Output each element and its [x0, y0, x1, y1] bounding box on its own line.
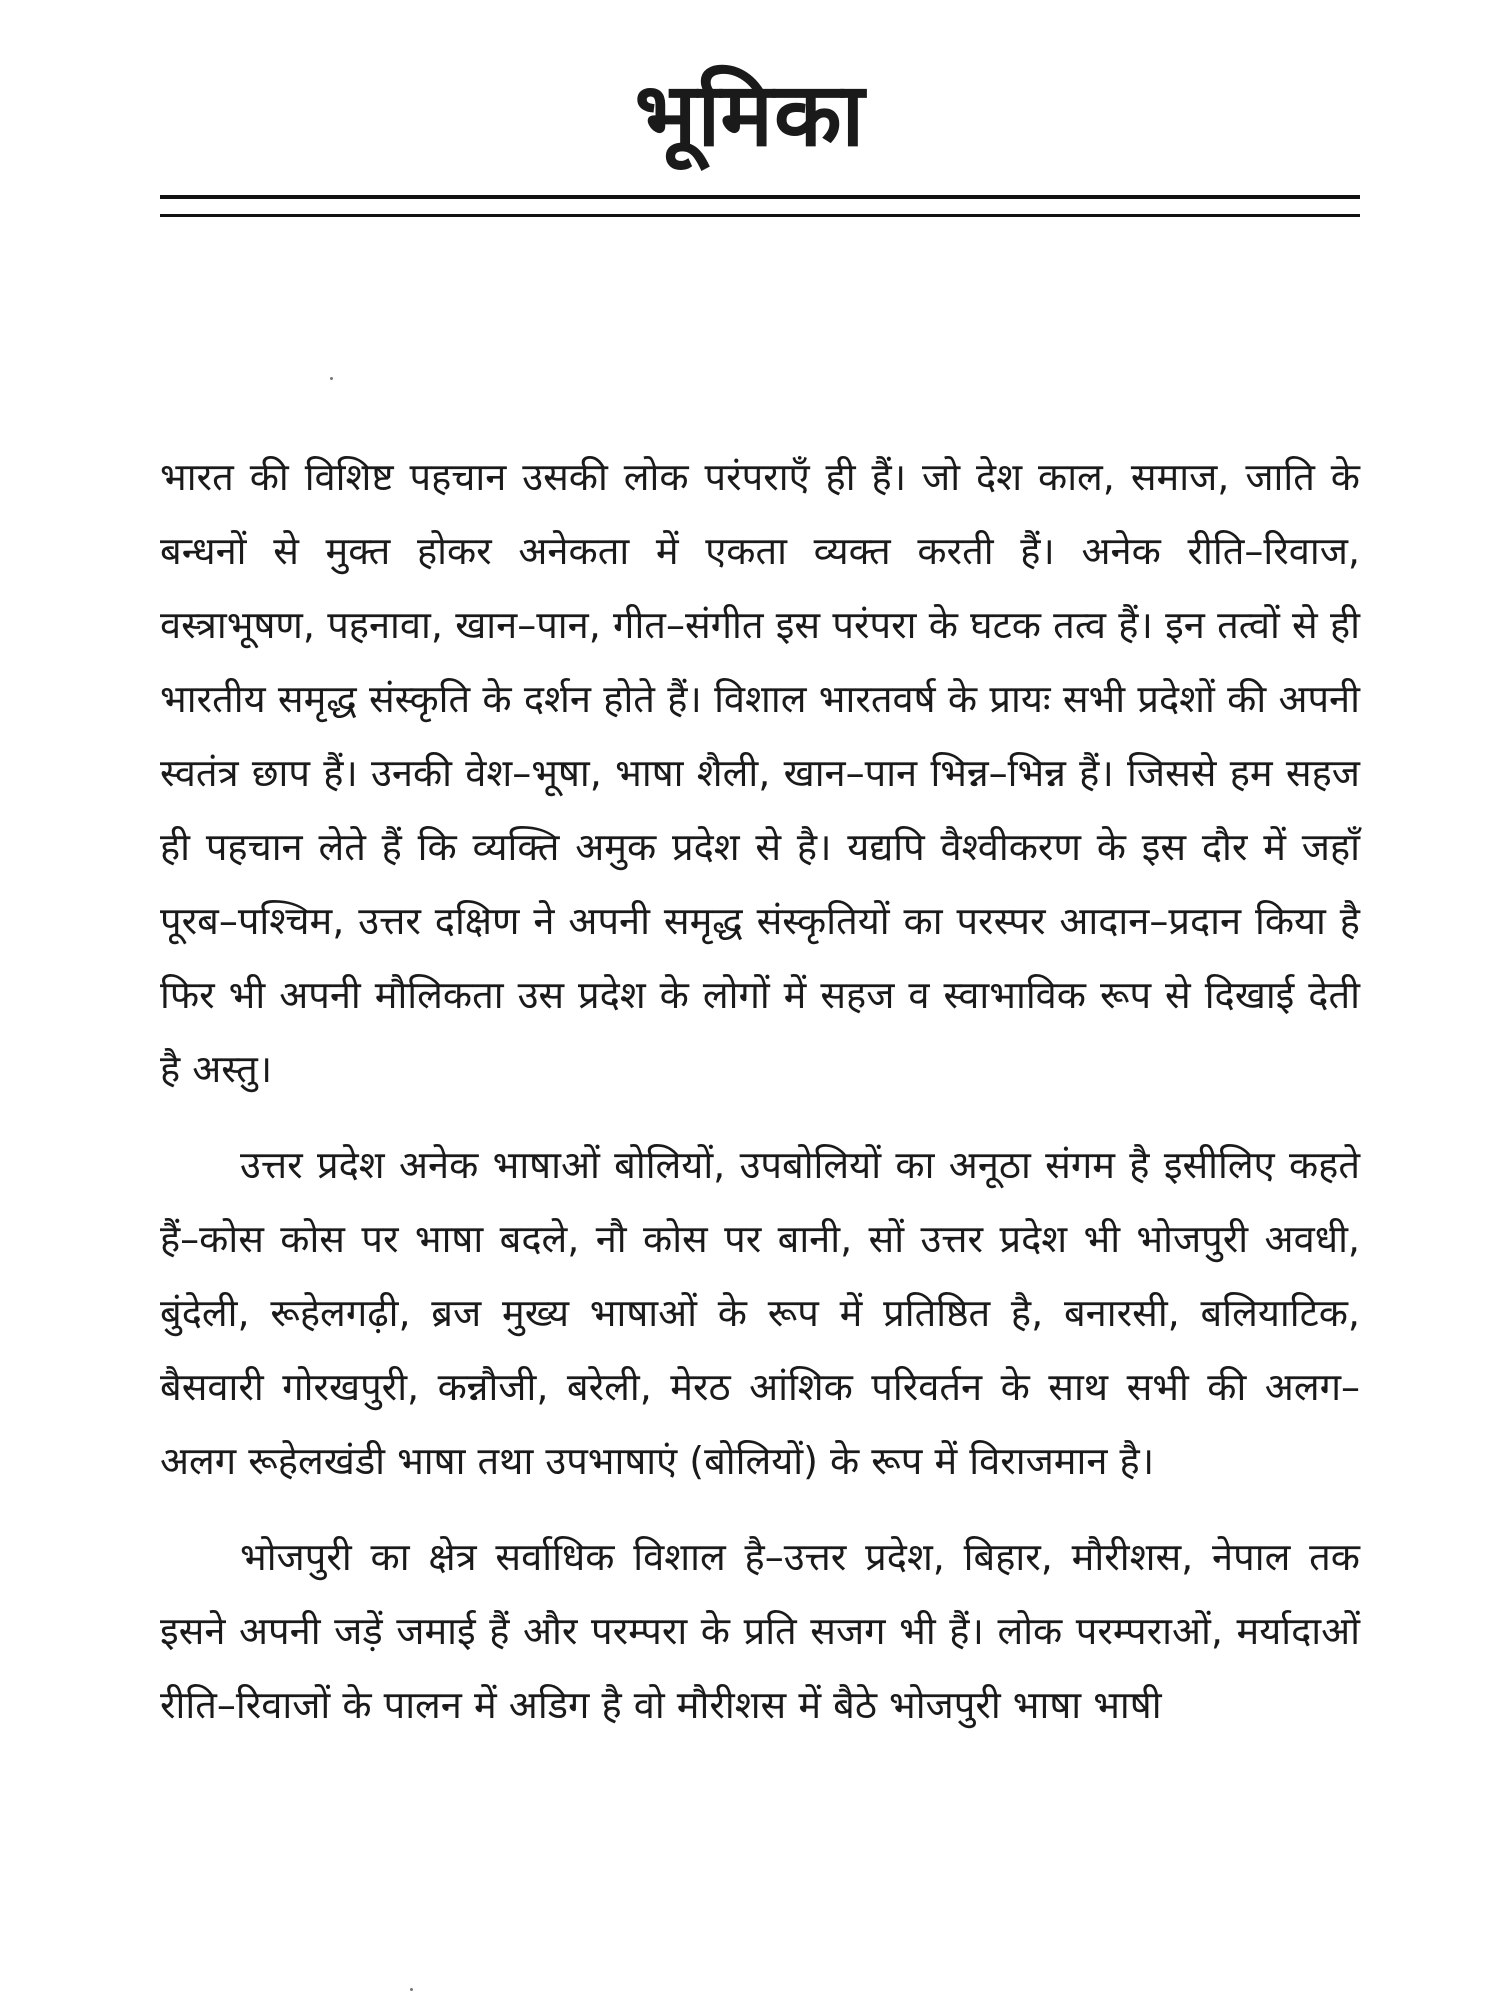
paragraph-2: उत्तर प्रदेश अनेक भाषाओं बोलियों, उपबोलियों का अनूठा संगम है इसीलिए कहते हैं–कोस कोस पर भाषा बदले, नौ कोस पर बानी, सों उत्तर प्रदेश भी भोजपुरी अवधी, बुंदेली, रूहेलगढ़ी, ब्रज मुख्य भाषाओं के रूप में प्रतिष्ठित है, बनारसी, बलियाटिक, बैसवारी गोरखपुरी, कन्नौजी, बरेली, मेरठ आंशिक परिवर्तन के साथ सभी की अलग–अलग रूहेलखंडी भाषा तथा उपभाषाएं (बोलियों) के रूप में विराजमान है। [160, 1143, 1360, 1483]
scan-speck [330, 377, 333, 380]
paragraph-1: भारत की विशिष्ट पहचान उसकी लोक परंपराएँ ही हैं। जो देश काल, समाज, जाति के बन्धनों से मुक्त होकर अनेकता में एकता व्यक्त करती हैं। अनेक रीति–रिवाज, वस्त्राभूषण, पहनावा, खान–पान, गीत–संगीत इस परंपरा के घटक तत्व हैं। इन तत्वों से ही भारतीय समृद्ध संस्कृति के दर्शन होते हैं। विशाल भारतवर्ष के प्रायः सभी प्रदेशों की अपनी स्वतंत्र छाप हैं। उनकी वेश–भूषा, भाषा शैली, खान–पान भिन्न–भिन्न हैं। जिससे हम सहज ही पहचान लेते हैं कि व्यक्ति अमुक प्रदेश से है। यद्यपि वैश्वीकरण के इस दौर में जहाँ पूरब–पश्चिम, उत्तर दक्षिण ने अपनी समृद्ध संस्कृतियों का परस्पर आदान–प्रदान किया है फिर भी अपनी मौलिकता उस प्रदेश के लोगों में सहज व स्वाभाविक रूप से दिखाई देती है अस्तु। [160, 455, 1360, 1091]
page-title: भूमिका [634, 63, 866, 166]
title-rule-top [160, 195, 1360, 199]
title-rule-bottom [160, 214, 1360, 217]
scan-speck [410, 1988, 413, 1991]
body-text [160, 440, 1360, 1764]
paragraph-3: भोजपुरी का क्षेत्र सर्वाधिक विशाल है–उत्तर प्रदेश, बिहार, मौरीशस, नेपाल तक इसने अपनी जड़ें जमाई हैं और परम्परा के प्रति सजग भी हैं। लोक परम्पराओं, मर्यादाओं रीति–रिवाजों के पालन में अडिग है वो मौरीशस में बैठे भोजपुरी भाषा भाषी [160, 1535, 1360, 1727]
